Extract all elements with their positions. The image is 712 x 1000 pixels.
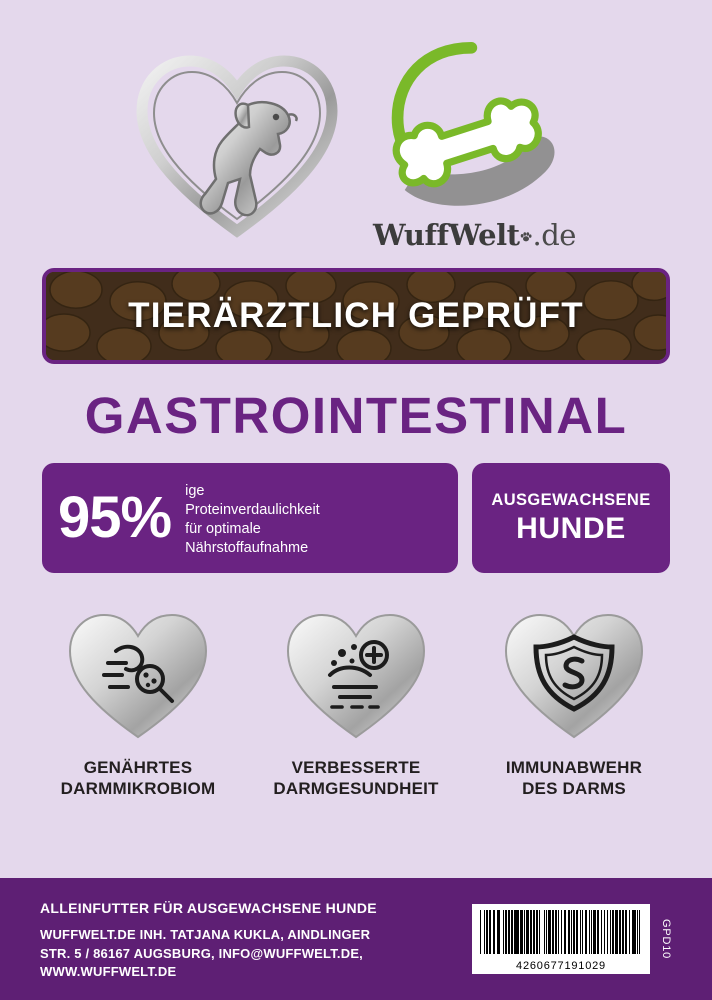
address-line-1: WUFFWELT.DE INH. TATJANA KUKLA, AINDLINGER (40, 926, 371, 942)
target-group-line1: AUSGEWACHSENE (491, 490, 651, 509)
heart-dog-logo (130, 33, 345, 253)
vet-approved-banner (42, 268, 670, 364)
benefits-row (0, 603, 712, 799)
benefit-item (256, 603, 456, 799)
footer-headline: ALLEINFUTTER FÜR AUSGEWACHSENE HUNDE (40, 899, 377, 916)
claim-line-1: ige (185, 482, 205, 499)
benefit-label-line1: VERBESSERTE (291, 758, 421, 777)
wuffwelt-wordmark (367, 218, 582, 252)
product-title: GASTROINTESTINAL (84, 387, 628, 444)
footer-text-block (40, 896, 472, 983)
benefit-label (506, 758, 642, 799)
target-group-box (472, 463, 670, 573)
barcode-number: 4260677191029 (516, 960, 606, 972)
benefit-item (38, 603, 238, 799)
benefit-label (273, 758, 438, 799)
paw-icon (520, 218, 533, 252)
digestibility-description (185, 478, 320, 559)
digestibility-claim-box (42, 463, 458, 573)
benefit-label-line1: IMMUNABWEHR (505, 758, 643, 777)
claim-line-2: Proteinverdaulichkeit (185, 501, 320, 518)
target-group-line2: HUNDE (516, 511, 626, 545)
benefit-label (61, 758, 216, 799)
benefit-label-line2: DES DARMS (522, 778, 626, 798)
footer-bar (0, 878, 712, 1000)
barcode (472, 904, 650, 974)
benefit-label-line2: DARMGESUNDHEIT (273, 778, 439, 798)
digestive-health-icon (282, 603, 430, 748)
digestibility-percent: 95% (58, 485, 172, 550)
vet-approved-text: TIERÄRZTLICH GEPRÜFT (128, 296, 584, 335)
claim-row (42, 463, 670, 573)
immune-shield-icon (500, 603, 648, 748)
address-line-3: WWW.WUFFWELT.DE (40, 964, 177, 980)
wordmark-bold: WuffWelt (373, 218, 520, 252)
benefit-item (474, 603, 674, 799)
wuffwelt-logo (367, 28, 582, 258)
claim-line-3: für optimale (185, 521, 261, 537)
logo-row (0, 0, 712, 268)
address-line-2: STR. 5 / 86167 AUGSBURG, INFO@WUFFWELT.DE, (40, 945, 363, 961)
gut-microbiome-icon (64, 603, 212, 748)
barcode-bars (480, 910, 642, 954)
footer-address (40, 926, 472, 983)
sku-code: GPD10 (660, 918, 672, 960)
wordmark-suffix: .de (532, 218, 576, 252)
benefit-label-line1: GENÄHRTES (83, 758, 193, 777)
claim-line-4: Nährstoffaufnahme (185, 540, 309, 557)
benefit-label-line2: DARMMIKROBIOM (60, 778, 216, 798)
